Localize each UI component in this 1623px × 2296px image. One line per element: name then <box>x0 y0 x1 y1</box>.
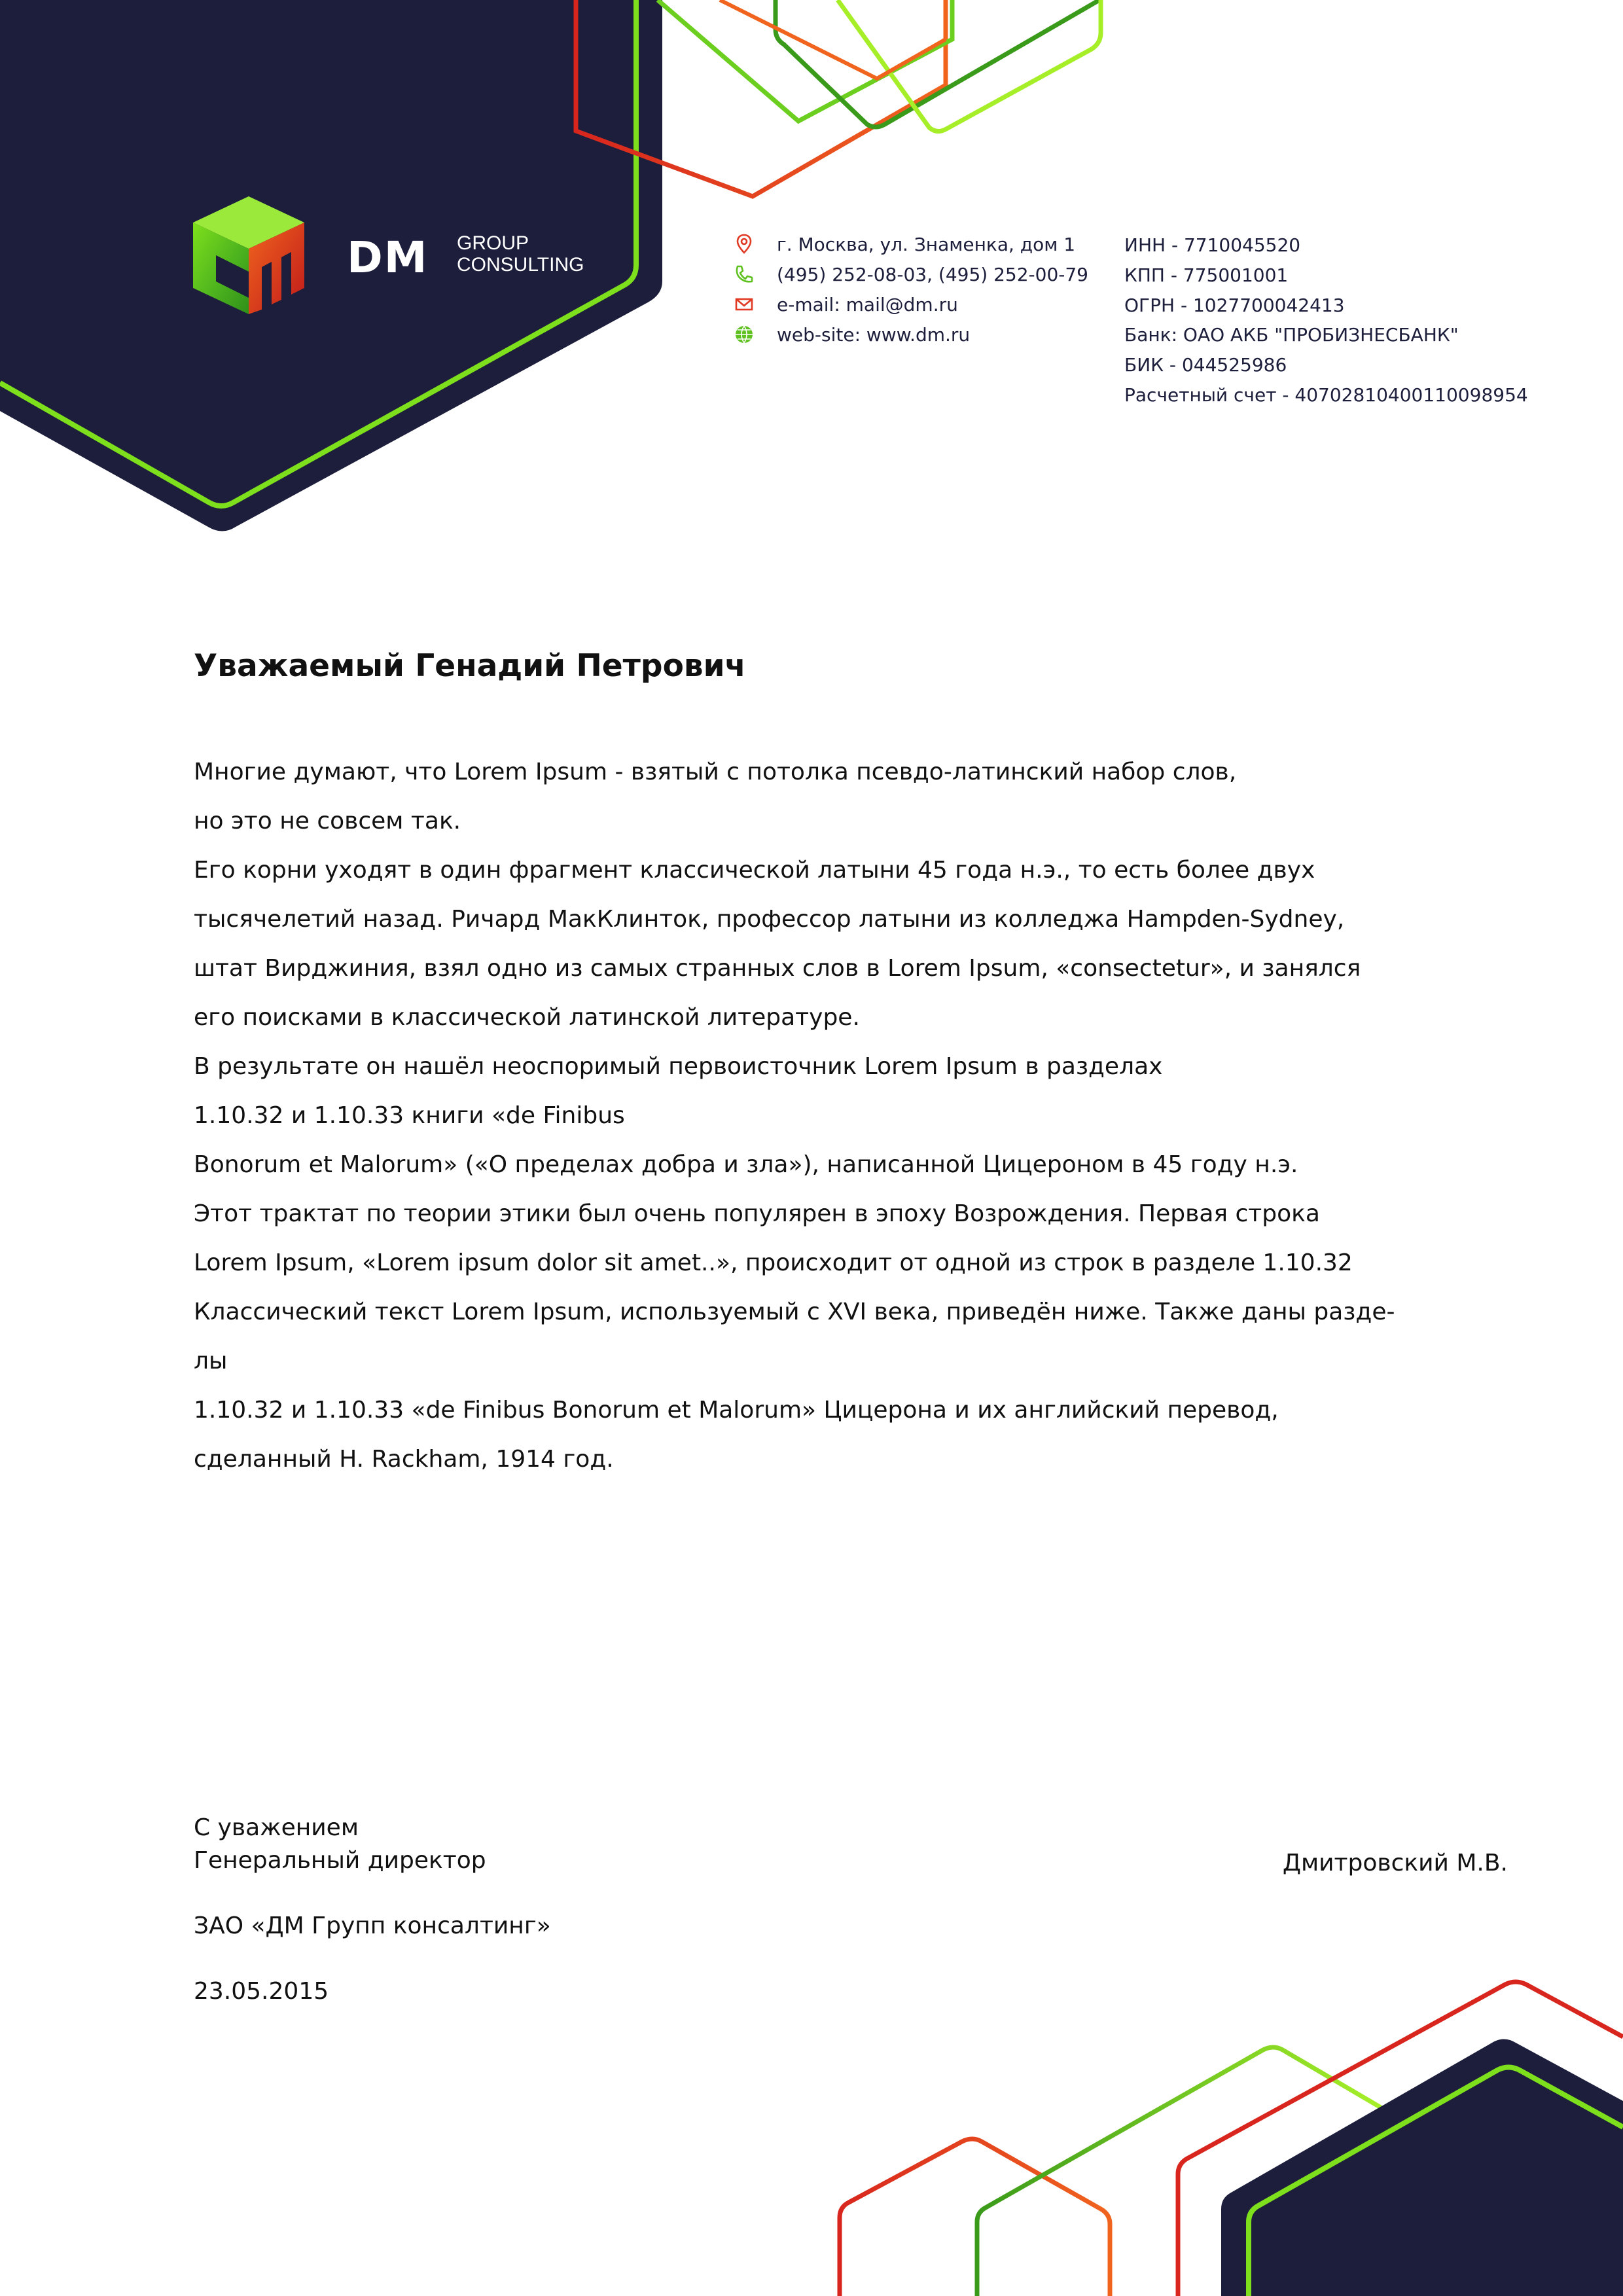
body-line: Многие думают, что Lorem Ipsum - взятый с потолка псевдо-латинский набор слов, <box>194 759 1237 785</box>
contact-text: г. Москва, ул. Знаменка, дом 1 <box>777 233 1076 255</box>
globe-icon <box>731 321 757 348</box>
company-logo <box>190 193 596 324</box>
bottom-navy-shape <box>1221 2039 1623 2296</box>
mail-icon <box>731 291 757 317</box>
body-line: сделанный H. Rackham, 1914 год. <box>194 1446 614 1473</box>
signature-date: 23.05.2015 <box>194 1978 329 2005</box>
contact-phone <box>731 259 1088 289</box>
signature-director-name: Дмитровский М.В. <box>1282 1850 1508 1876</box>
requisite-account: Расчетный счет - 40702810400110098954 <box>1124 384 1528 406</box>
brand-subtitle <box>457 232 584 276</box>
body-line: В результате он нашёл неоспоримый первоисточник Lorem Ipsum в разделах <box>194 1053 1163 1080</box>
contact-website <box>731 319 1088 350</box>
requisite-kpp: КПП - 775001001 <box>1124 264 1289 286</box>
body-line: Этот трактат по теории этики был очень популярен в эпоху Возрождения. Первая строка <box>194 1200 1320 1227</box>
body-line: 1.10.32 и 1.10.33 книги «de Finibus <box>194 1102 625 1129</box>
brand-sub-line1: GROUP <box>457 232 529 254</box>
brand-sub-line2: CONSULTING <box>457 254 584 276</box>
phone-icon <box>731 261 757 287</box>
body-line: Классический текст Lorem Ipsum, используемый с XVI века, приведён ниже. Также даны разде- <box>194 1299 1395 1325</box>
brand-wordmark <box>347 232 584 283</box>
contacts-block <box>731 229 1088 350</box>
body-line: штат Вирджиния, взял одно из самых странных слов в Lorem Ipsum, «consectetur», и занялся <box>194 955 1361 982</box>
contact-address <box>731 229 1088 259</box>
requisite-bank: Банк: ОАО АКБ "ПРОБИЗНЕСБАНК" <box>1124 324 1459 346</box>
contact-text: (495) 252-08-03, (495) 252-00-79 <box>777 263 1088 285</box>
contact-text[interactable]: web-site: www.dm.ru <box>777 323 971 346</box>
contact-text[interactable]: e-mail: mail@dm.ru <box>777 293 958 315</box>
signature-regards: С уважением <box>194 1814 359 1841</box>
body-line: Lorem Ipsum, «Lorem ipsum dolor sit amet..», происходит от одной из строк в разделе 1.10.32 <box>194 1249 1353 1276</box>
letter-body <box>194 747 1395 1484</box>
signature-company: ЗАО «ДМ Групп консалтинг» <box>194 1912 551 1939</box>
requisite-bik: БИК - 044525986 <box>1124 354 1287 376</box>
top-hex-orange <box>720 0 946 79</box>
body-line: Bonorum et Malorum» («О пределах добра и зла»), написанной Цицероном в 45 году н.э. <box>194 1151 1298 1178</box>
contact-email <box>731 289 1088 319</box>
brand-dm: DM <box>347 232 429 283</box>
requisite-ogrn: ОГРН - 1027700042413 <box>1124 294 1345 316</box>
body-line: его поисками в классической латинской литературе. <box>194 1004 860 1031</box>
body-line: 1.10.32 и 1.10.33 «de Finibus Bonorum et Malorum» Цицерона и их английский перевод, <box>194 1397 1279 1424</box>
requisite-inn: ИНН - 7710045520 <box>1124 234 1301 256</box>
cube-logo-icon <box>190 193 308 317</box>
requisites-block <box>1124 230 1528 410</box>
letter-greeting: Уважаемый Генадий Петрович <box>194 648 746 684</box>
signature-position: Генеральный директор <box>194 1847 486 1874</box>
body-line: но это не совсем так. <box>194 808 461 834</box>
body-line: лы <box>194 1348 228 1374</box>
body-line: тысячелетий назад. Ричард МакКлинток, профессор латыни из колледжа Hampden-Sydney, <box>194 906 1345 933</box>
location-pin-icon <box>731 231 757 257</box>
body-line: Его корни уходят в один фрагмент классической латыни 45 года н.э., то есть более двух <box>194 857 1315 884</box>
